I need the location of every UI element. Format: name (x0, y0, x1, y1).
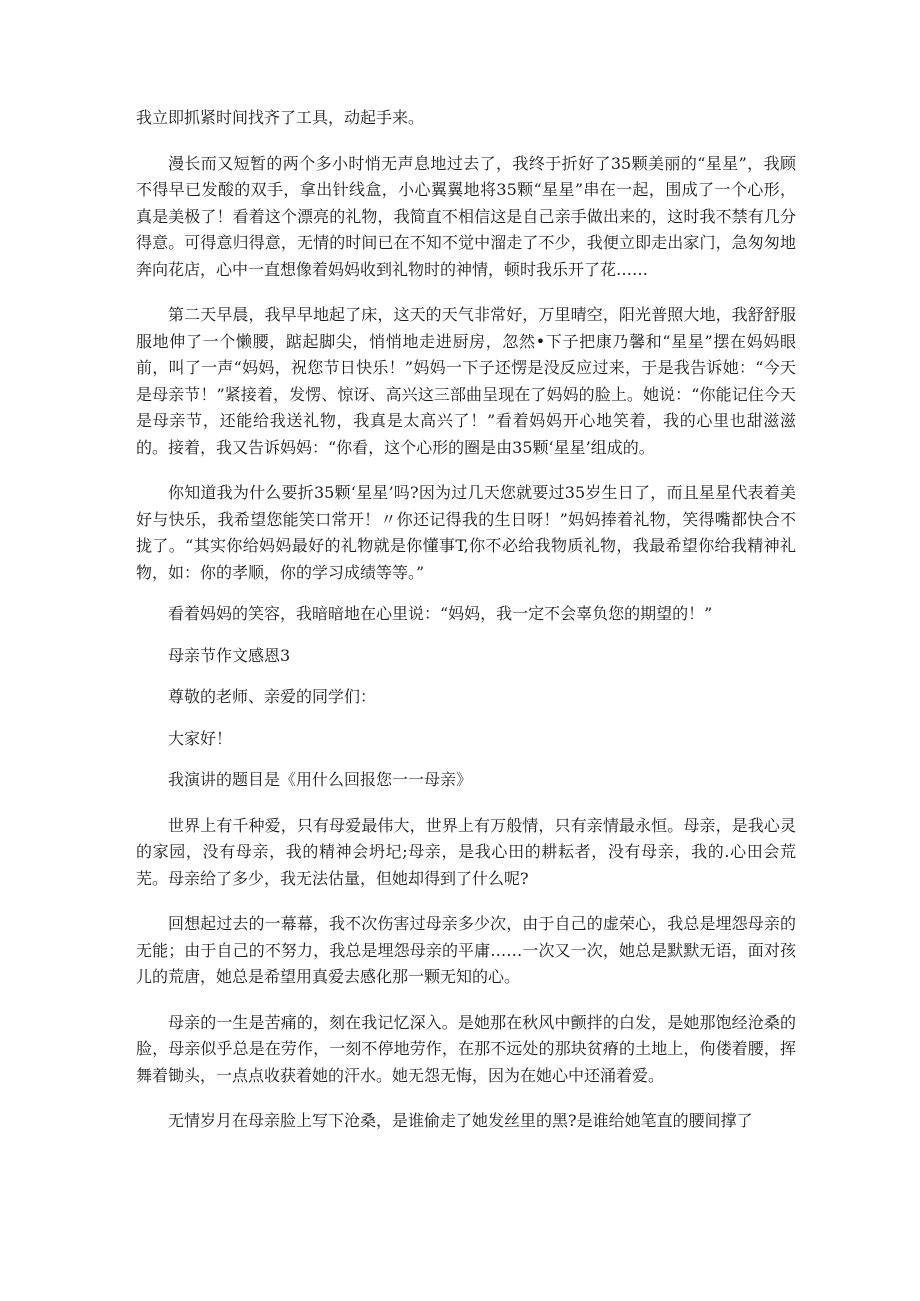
paragraph-stars: 漫长而又短暂的两个多小时悄无声息地过去了，我终于折好了35颗美丽的“星星”，我顾不得早已发酸的双手，拿出针线盒，小心翼翼地将35颗“星星”串在一起，围成了一个心形，真是美极了！看着这个漂亮的礼物，我简直不相信这是自己亲手做出来的，这时我不禁有几分得意。可得意归得意，无情的时间已在不知不觉中溜走了不少，我便立即走出家门，急匆匆地奔向花店，心中一直想像着妈妈收到礼物时的神情，顿时我乐开了花…… (136, 153, 796, 279)
document-body (136, 105, 796, 1135)
section-heading: 母亲节作文感恩3 (168, 645, 291, 665)
salutation: 尊敬的老师、亲爱的同学们： (168, 687, 377, 706)
greeting: 大家好！ (168, 728, 233, 748)
paragraph-mother-life: 母亲的一生是苦痛的，刻在我记忆深入。是她那在秋风中颤拌的白发，是她那饱经沧桑的脸，母亲似乎总是在劳作，一刻不停地劳作，在那不远处的那块贫瘠的土地上，佝偻着腰，挥舞着锄头，一点点收获着她的汗水。她无怨无悔，因为在她心中还涌着爱。 (136, 1012, 796, 1085)
paragraph-next-morning: 第二天早晨，我早早地起了床，这天的天气非常好，万里晴空，阳光普照大地，我舒舒服服地伸了一个懒腰，踮起脚尖，悄悄地走进厨房，忽然•下子把康乃馨和“星星”摆在妈妈眼前，叫了一声“妈妈，祝您节日快乐！”妈妈一下子还愣是没反应过来，于是我告诉她：“今天是母亲节！”紧接着，发愣、惊讶、高兴这三部曲呈现在了妈妈的脸上。她说：“你能记住今天是母亲节，还能给我送礼物，我真是太高兴了！”看着妈妈开心地笑着，我的心里也甜滋滋的。接着，我又告诉妈妈：“你看，这个心形的圈是由35颗‘星星’组成的。 (136, 305, 796, 457)
paragraph-smile: 看着妈妈的笑容，我暗暗地在心里说：“妈妈，我一定不会辜负您的期望的！” (168, 604, 713, 623)
speech-title: 我演讲的题目是《用什么回报您一一母亲》 (168, 770, 473, 789)
paragraph-recall: 回想起过去的一幕幕，我不次伤害过母亲多少次，由于自己的虚荣心，我总是埋怨母亲的无能；由于自己的不努力，我总是埋怨母亲的平庸……一次又一次，她总是默默无语，面对孩儿的荒唐，她总是希望用真爱去感化那一颗无知的心。 (136, 914, 796, 986)
paragraph-years: 无情岁月在母亲脸上写下沧桑，是谁偷走了她发丝里的黑?是谁给她笔直的腰间撑了 (168, 1111, 753, 1130)
paragraph-why-35: 你知道我为什么要折35颗‘星星’吗?因为过几天您就要过35岁生日了，而且星星代表着美好与快乐，我希望您能笑口常开！〃你还记得我的生日呀！”妈妈捧着礼物，笑得嘴都快合不拢了。“其实你给妈妈最好的礼物就是你懂事T,你不必给我物质礼物，我最希望你给我精神礼物，如：你的孝顺，你的学习成绩等等。” (136, 483, 796, 582)
paragraph-tools: 我立即抓紧时间找齐了工具，动起手来。 (136, 108, 425, 127)
paragraph-mother-love: 世界上有千种爱，只有母爱最伟大，世界上有万般情，只有亲情最永恒。母亲，是我心灵的家园，没有母亲，我的精神会坍圮;母亲，是我心田的耕耘者，没有母亲，我的.心田会荒芜。母亲给了多少，我无法估量，但她却得到了什么呢? (136, 815, 796, 888)
